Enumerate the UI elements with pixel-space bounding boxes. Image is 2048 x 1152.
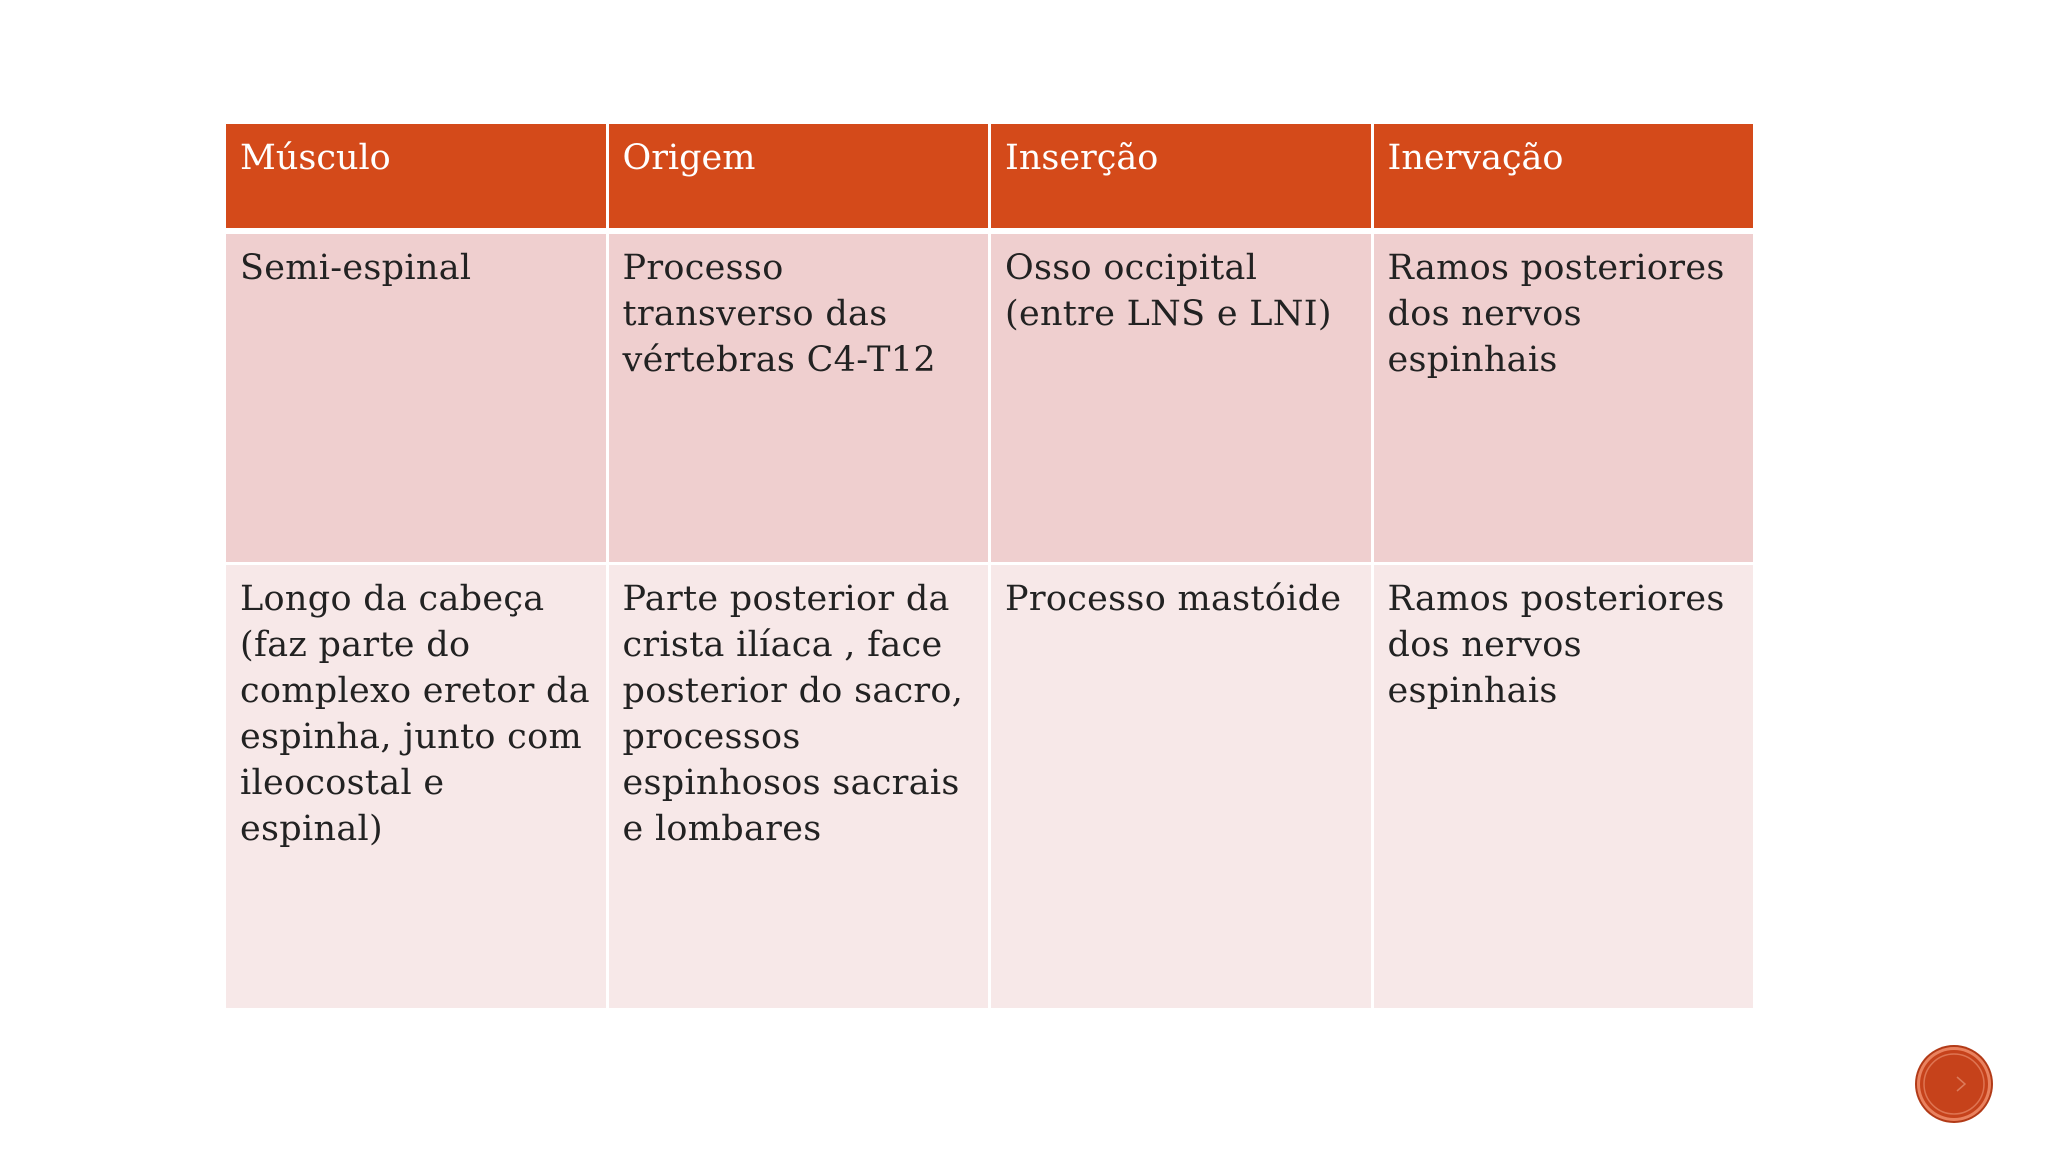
- table-row: [225, 564, 1755, 1010]
- cell-inervacao: Ramos posteriores dos nervos espinhais: [1372, 564, 1755, 1010]
- header-insercao: Inserção: [990, 123, 1373, 231]
- muscle-table: [223, 121, 1756, 1011]
- circle-nav-icon: [1917, 1047, 1991, 1121]
- cell-inervacao: Ramos posteriores dos nervos espinhais: [1372, 231, 1755, 564]
- header-inervacao: Inervação: [1372, 123, 1755, 231]
- cell-insercao: Processo mastóide: [990, 564, 1373, 1010]
- cell-musculo: Longo da cabeça (faz parte do complexo eretor da espinha, junto com ileocostal e espinal): [225, 564, 608, 1010]
- cell-origem: Processo transverso das vértebras C4-T12: [607, 231, 990, 564]
- header-origem: Origem: [607, 123, 990, 231]
- cell-insercao: Osso occipital (entre LNS e LNI): [990, 231, 1373, 564]
- cell-musculo: Semi-espinal: [225, 231, 608, 564]
- header-musculo: Músculo: [225, 123, 608, 231]
- table-row: [225, 231, 1755, 564]
- cell-origem: Parte posterior da crista ilíaca , face posterior do sacro, processos espinhosos sacrais e lombares: [607, 564, 990, 1010]
- slide-nav-button[interactable]: [1917, 1047, 1991, 1121]
- table-header-row: [225, 123, 1755, 231]
